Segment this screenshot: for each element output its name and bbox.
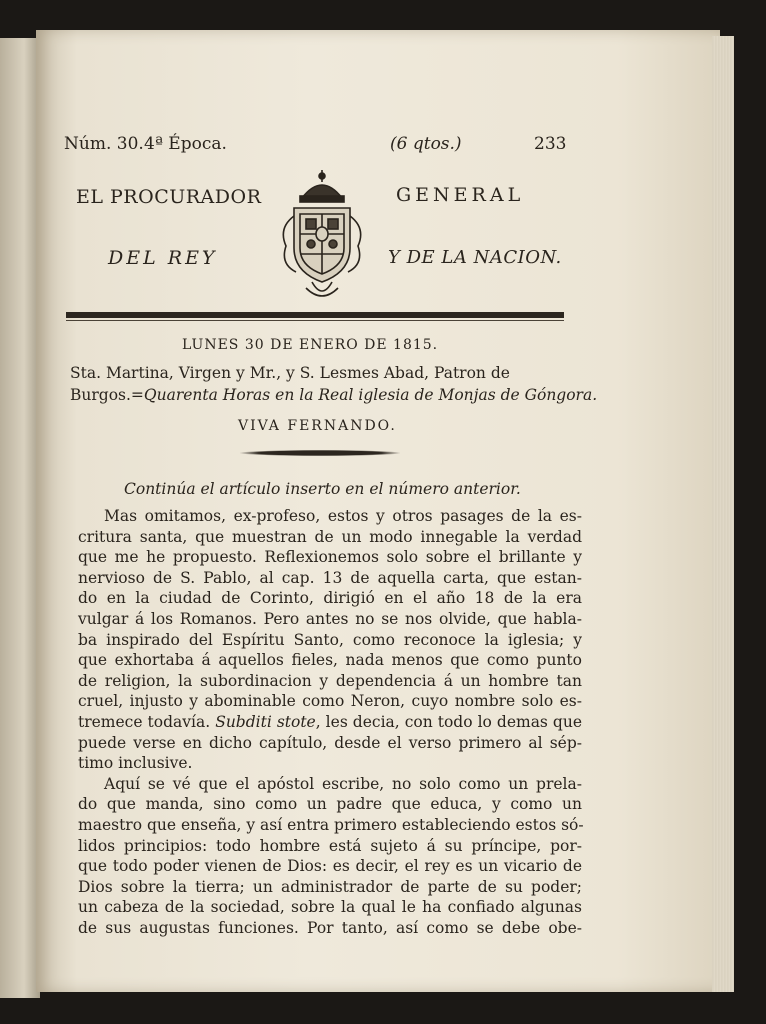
text-line: maestro que enseña, y así entra primero estableciendo estos só- xyxy=(78,815,584,834)
running-header xyxy=(64,134,567,158)
masthead-right-bottom: Y DE LA NACION. xyxy=(388,247,562,268)
text-line: Dios sobre la tierra; un administrador de parte de su poder; xyxy=(78,877,582,896)
text-line: timo inclusive. xyxy=(78,754,193,773)
text-line: que exhortaba á aquellos fieles, nada menos que como punto xyxy=(78,651,582,670)
text-line: de religion, la subordinacion y dependencia á un hombre tan xyxy=(78,671,582,690)
text-line-post: , les decia, con todo lo demas que xyxy=(315,712,582,731)
text-line-with-latin xyxy=(78,712,582,733)
motto: VIVA FERNANDO. xyxy=(238,418,397,434)
text-line: que todo poder vienen de Dios: es decir, el rey es un vicario de xyxy=(78,857,582,876)
saints-line-2-plain: Burgos.= xyxy=(70,386,144,404)
text-line: Aquí se vé que el apóstol escribe, no solo como un prela- xyxy=(104,774,582,793)
text-line: critura santa, que muestran de un modo innegable la verdad xyxy=(78,527,582,546)
quires-label: (6 qtos.) xyxy=(390,134,462,154)
text-line: Mas omitamos, ex-profeso, estos y otros pasages de la es- xyxy=(104,507,582,525)
latin-quote: Subditi stote xyxy=(215,712,316,731)
text-line: ba inspirado del Espíritu Santo, como reconoce la iglesia; y xyxy=(78,630,582,649)
text-line: vulgar á los Romanos. Pero antes no se nos olvide, que habla- xyxy=(78,609,582,628)
royal-coat-of-arms-icon xyxy=(272,168,372,302)
saints-line-1: Sta. Martina, Virgen y Mr., y S. Lesmes Abad, Patron de xyxy=(70,364,510,382)
masthead-right-top: GENERAL xyxy=(396,184,525,206)
masthead-left-bottom: DEL REY xyxy=(108,247,218,269)
text-line: lidos principios: todo hombre está sujeto á su príncipe, por- xyxy=(78,836,582,855)
text-line: de sus augustas funciones. Por tanto, así como se debe obe- xyxy=(78,918,582,937)
left-page-edge xyxy=(0,38,40,998)
text-line: cruel, injusto y abominable como Neron, cuyo nombre solo es- xyxy=(78,692,582,711)
text-line: nervioso de S. Pablo, al cap. 13 de aquella carta, que estan- xyxy=(78,568,582,587)
text-line-pre: tremece todavía. xyxy=(78,712,216,731)
saints-line-2-italic: Quarenta Horas en la Real iglesia de Monjas de Góngora. xyxy=(143,386,598,404)
text-line: puede verse en dicho capítulo, desde el verso primero al sép- xyxy=(78,733,582,752)
ornamental-rule xyxy=(240,450,400,456)
masthead-rule-thick xyxy=(66,312,564,318)
masthead-rule-thin xyxy=(66,320,564,321)
issue-number: Núm. 30. xyxy=(64,134,144,154)
dateline: LUNES 30 DE ENERO DE 1815. xyxy=(182,337,439,353)
page-number: 233 xyxy=(534,134,567,154)
masthead-left-top: EL PROCURADOR xyxy=(76,186,262,208)
saints-of-the-day xyxy=(70,362,598,406)
text-line: do que manda, sino como un padre que educa, y como un xyxy=(78,795,582,814)
text-line: un cabeza de la sociedad, sobre la qual le ha confiado algunas xyxy=(78,898,582,917)
text-line: do en la ciudad de Corinto, dirigió en el año 18 de la era xyxy=(78,589,582,608)
section-title: Continúa el artículo inserto en el número anterior. xyxy=(124,480,521,498)
epoch-label: 4ª Época. xyxy=(144,134,227,154)
saints-line-2 xyxy=(70,384,598,406)
page-stack-edge xyxy=(712,36,734,992)
text-line: que me he propuesto. Reflexionemos solo sobre el brillante y xyxy=(78,548,582,567)
article-body xyxy=(78,506,582,938)
